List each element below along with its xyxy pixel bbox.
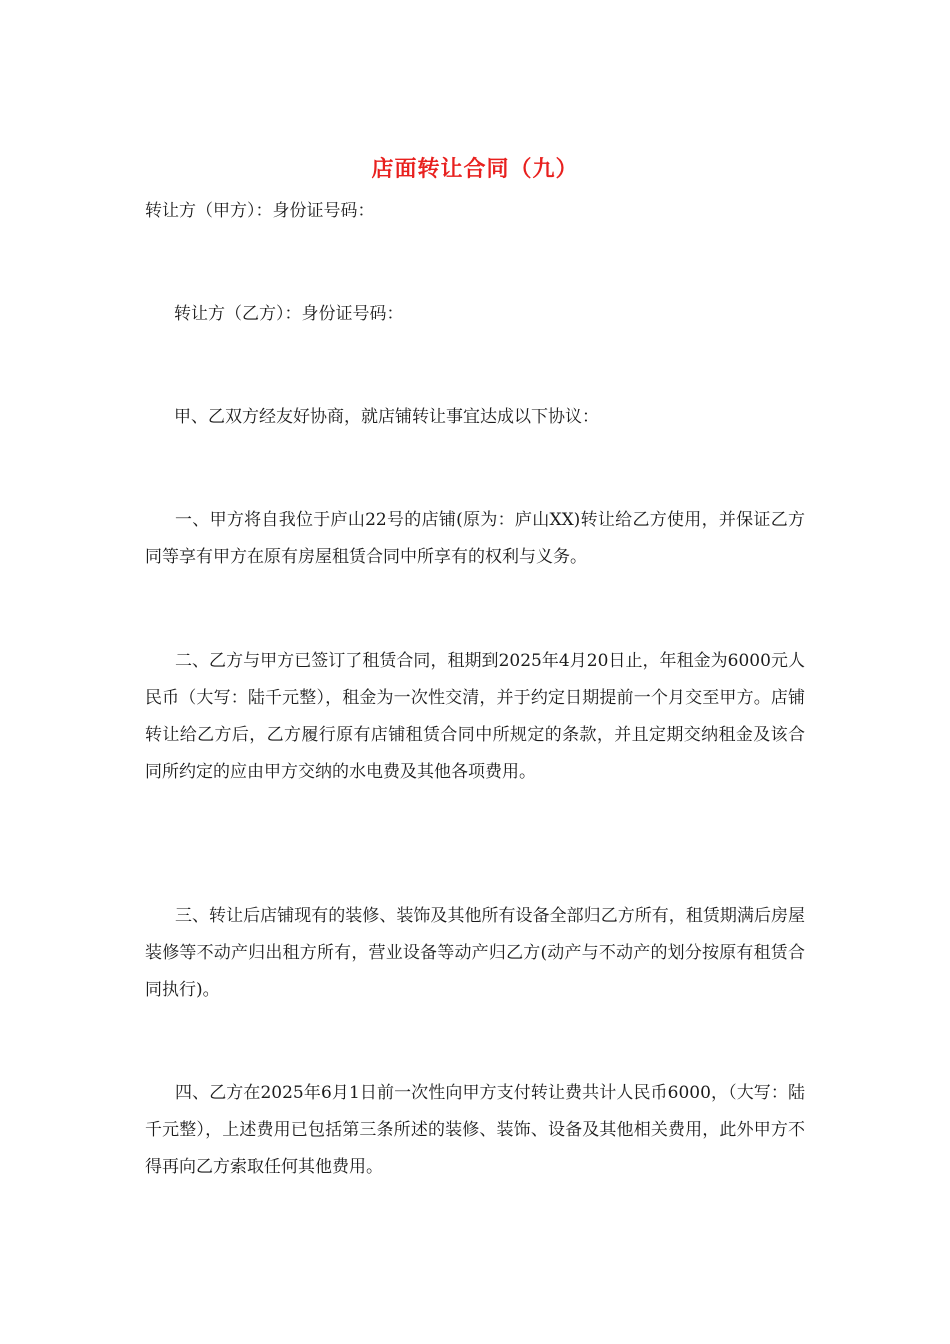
clause-4: 四、乙方在2025年6月1日前一次性向甲方支付转让费共计人民币6000，（大写：陆千元整），上述费用已包括第三条所述的装修、装饰、设备及其他相关费用，此外甲方不得再向乙方索取任何其他费用。 (145, 1083, 805, 1177)
clause-2: 二、乙方与甲方已签订了租赁合同，租期到2025年4月20日止，年租金为6000元人民币（大写：陆千元整），租金为一次性交清，并于约定日期提前一个月交至甲方。店铺转让给乙方后，乙方履行原有店铺租赁合同中所规定的条款，并且定期交纳租金及该合同所约定的应由甲方交纳的水电费及其他各项费用。 (145, 651, 805, 782)
intro-line: 甲、乙双方经友好协商，就店铺转让事宜达成以下协议： (174, 407, 599, 427)
party-a-line: 转让方（甲方）：身份证号码： (145, 201, 375, 221)
party-b-line: 转让方（乙方）：身份证号码： (174, 304, 404, 324)
clause-3: 三、转让后店铺现有的装修、装饰及其他所有设备全部归乙方所有，租赁期满后房屋装修等不动产归出租方所有，营业设备等动产归乙方(动产与不动产的划分按原有租赁合同执行)。 (145, 906, 805, 1000)
clause-1: 一、甲方将自我位于庐山22号的店铺(原为：庐山XX)转让给乙方使用，并保证乙方同等享有甲方在原有房屋租赁合同中所享有的权利与义务。 (145, 510, 805, 567)
document-title: 店面转让合同（九） (371, 157, 579, 182)
